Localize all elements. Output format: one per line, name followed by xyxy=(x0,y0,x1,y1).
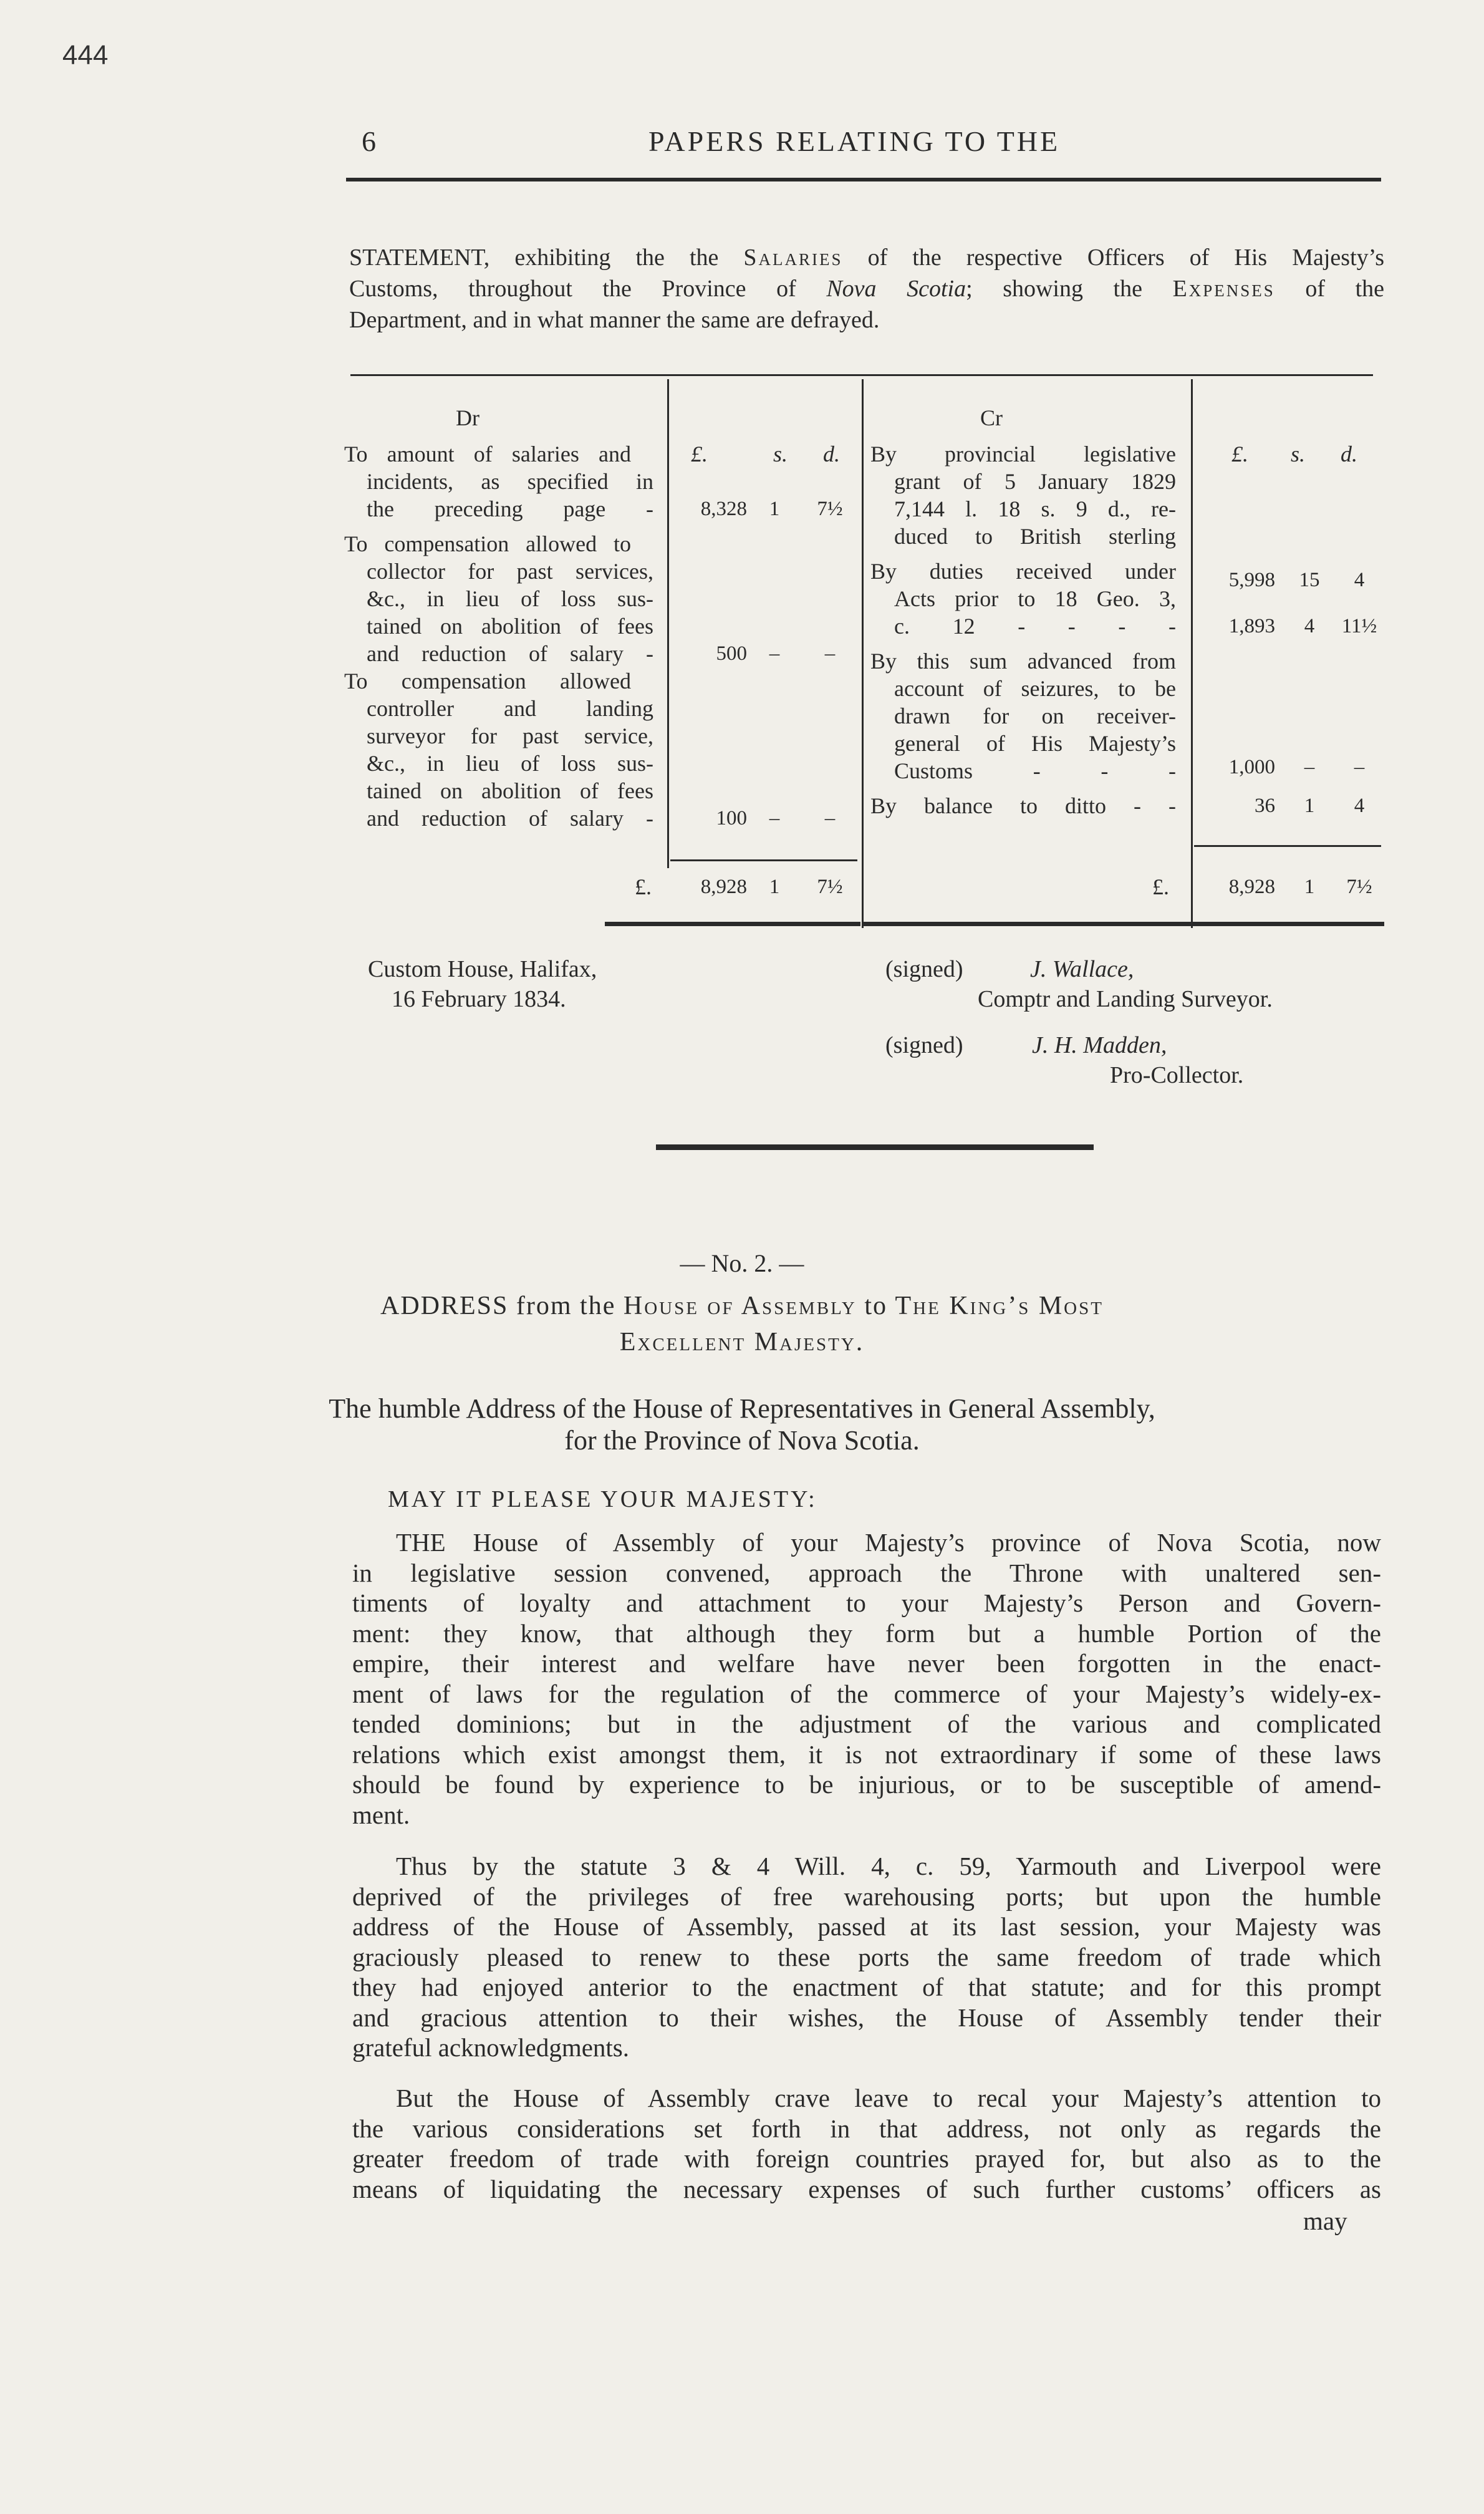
text-line: But the House of Assembly crave leave to recal your Majesty’s attention to xyxy=(396,2084,1381,2112)
place-line: Custom House, Halifax, xyxy=(368,956,597,982)
table-divider-debit-money xyxy=(667,379,669,868)
scan-page-number: 444 xyxy=(62,40,108,70)
address-title-line-2: Excellent Majesty. xyxy=(619,1328,865,1356)
text-line: the various considerations set forth in that address, not only as regards the xyxy=(352,2114,1381,2143)
credit-amount-pounds: 5,998 xyxy=(1228,569,1275,591)
text-line: tended dominions; but in the adjustment of the various and complicated xyxy=(352,1709,1381,1738)
text-line: relations which exist amongst them, it is not extraordinary if some of these laws xyxy=(352,1739,1381,1769)
debit-entry-line: the preceding page - xyxy=(367,496,653,521)
credit-total-pounds: 8,928 xyxy=(1228,876,1275,898)
credit-total-shillings: 1 xyxy=(1304,876,1315,898)
debit-col-head-pence: d. xyxy=(823,442,840,467)
credit-total-pence: 7½ xyxy=(1346,876,1372,898)
credit-entry-line: duced to British sterling xyxy=(894,524,1176,549)
credit-entry-line: c. 12 - - - - xyxy=(894,614,1176,639)
address-subtitle-line-2: for the Province of Nova Scotia. xyxy=(564,1425,920,1456)
credit-amount-shillings: 4 xyxy=(1304,615,1315,637)
credit-heading: Cr xyxy=(980,405,1003,430)
text-line: ment of laws for the regulation of the commerce of your Majesty’s widely-ex- xyxy=(352,1679,1381,1708)
credit-amount-shillings: 15 xyxy=(1299,569,1320,591)
debit-total-label: £. xyxy=(635,874,652,899)
credit-entry-line: grant of 5 January 1829 xyxy=(894,469,1176,494)
credit-amount-pounds: 36 xyxy=(1255,795,1275,817)
debit-entry-line: &c., in lieu of loss sus- xyxy=(367,751,653,776)
debit-entry-line: surveyor for past service, xyxy=(367,723,653,748)
signed-label-2: (signed) xyxy=(885,1032,963,1058)
address-subtitle-line-1: The humble Address of the House of Representatives in General Assembly, xyxy=(329,1393,1155,1424)
debit-entry-line: tained on abolition of fees xyxy=(367,614,653,639)
debit-amount-shillings: 1 xyxy=(769,498,780,520)
debit-col-head-pounds: £. xyxy=(691,442,708,467)
text-line: grateful acknowledgments. xyxy=(352,2033,630,2062)
debit-entry-line: collector for past services, xyxy=(367,559,653,584)
credit-amount-pence: 11½ xyxy=(1341,615,1377,637)
credit-amount-pence: – xyxy=(1354,756,1365,778)
catchword: may xyxy=(1303,2207,1347,2235)
paragraph-1 xyxy=(352,1527,1381,1830)
credit-bottom-rule xyxy=(864,922,1384,926)
credit-entry-line: By provincial legislative xyxy=(870,442,1176,467)
debit-amount-pounds: 100 xyxy=(716,807,747,829)
debit-amount-pounds: 500 xyxy=(716,642,747,665)
credit-amount-shillings: 1 xyxy=(1304,795,1315,817)
credit-entry-line: account of seizures, to be xyxy=(894,676,1176,701)
debit-total-rule xyxy=(670,859,857,861)
text-line: address of the House of Assembly, passed at its last session, your Majesty was xyxy=(352,1912,1381,1941)
paragraph-3 xyxy=(352,2083,1381,2204)
credit-total-rule xyxy=(1194,845,1381,847)
text-line: and gracious attention to their wishes, the House of Assembly tender their xyxy=(352,2003,1381,2032)
text-line: they had enjoyed anterior to the enactment of that statute; and for this prompt xyxy=(352,1973,1381,2001)
credit-amount-pence: 4 xyxy=(1354,795,1365,817)
credit-entry-line: drawn for on receiver- xyxy=(894,703,1176,728)
credit-entry-line: By balance to ditto - - xyxy=(870,793,1176,818)
signer-name-2: J. H. Madden, xyxy=(1032,1032,1167,1058)
expenses-term: Expenses xyxy=(1172,276,1275,302)
debit-entry-line: controller and landing xyxy=(367,696,653,721)
signer-title-2: Pro-Collector. xyxy=(1110,1062,1244,1088)
running-header xyxy=(349,125,1378,168)
debit-amount-pence: 7½ xyxy=(817,498,843,520)
credit-entry-line: By duties received under xyxy=(870,559,1176,584)
credit-total-label: £. xyxy=(1152,874,1169,899)
credit-col-head-pounds: £. xyxy=(1231,442,1248,467)
section-number: — No. 2. — xyxy=(680,1249,804,1277)
text-line: in legislative session convened, approach the Throne with unaltered sen- xyxy=(352,1558,1381,1587)
debit-heading: Dr xyxy=(456,405,479,430)
table-divider-center xyxy=(862,379,864,928)
text-line: Thus by the statute 3 & 4 Will. 4, c. 59, Yarmouth and Liverpool were xyxy=(396,1852,1381,1880)
credit-entry-line: general of His Majesty’s xyxy=(894,731,1176,756)
debit-amount-pence: – xyxy=(824,642,836,665)
statement-heading: STATEMENT, exhibiting the the Salaries of the respective Officers of His Majesty’s Customs, throughout the Province of Nova Scotia; showing the Expenses of the Department, and in what manner the same are defrayed. xyxy=(349,244,1385,333)
debit-entry-line: and reduction of salary - xyxy=(367,806,653,831)
credit-col-head-shillings: s. xyxy=(1291,442,1306,467)
credit-amount-pounds: 1,000 xyxy=(1228,756,1275,778)
credit-entry-line: Acts prior to 18 Geo. 3, xyxy=(894,586,1176,611)
header-rule xyxy=(346,178,1381,181)
header-page-number: 6 xyxy=(362,125,378,157)
debit-total-pounds: 8,928 xyxy=(700,876,747,898)
debit-entry-line: To compensation allowed xyxy=(344,669,631,694)
salaries-term: Salaries xyxy=(743,244,843,271)
text-line: graciously pleased to renew to these ports the same freedom of trade which xyxy=(352,1942,1381,1971)
debit-amount-shillings: – xyxy=(769,642,780,665)
credit-amount-pounds: 1,893 xyxy=(1228,615,1275,637)
address-title-line-1: ADDRESS from the House of Assembly to The King’s Most xyxy=(380,1292,1104,1320)
signer-title-1: Comptr and Landing Surveyor. xyxy=(978,986,1273,1012)
debit-entry-line: To amount of salaries and xyxy=(344,442,631,467)
debit-entry-line: incidents, as specified in xyxy=(367,469,653,494)
debit-col-head-shillings: s. xyxy=(773,442,788,467)
text-line: timents of loyalty and attachment to your Majesty’s Person and Govern- xyxy=(352,1588,1381,1617)
text-line: deprived of the privileges of free warehousing ports; but upon the humble xyxy=(352,1882,1381,1911)
debit-total-pence: 7½ xyxy=(817,876,843,898)
section-separator xyxy=(656,1144,1094,1150)
header-running-title: PAPERS RELATING TO THE xyxy=(648,125,1061,157)
debit-amount-shillings: – xyxy=(769,807,780,829)
debit-entry-line: tained on abolition of fees xyxy=(367,778,653,803)
text-line: means of liquidating the necessary expenses of such further customs’ officers as xyxy=(352,2174,1381,2203)
salutation: MAY IT PLEASE YOUR MAJESTY: xyxy=(388,1486,817,1512)
text-line: empire, their interest and welfare have never been forgotten in the enact- xyxy=(352,1649,1381,1678)
debit-total-shillings: 1 xyxy=(769,876,780,898)
signer-name-1: J. Wallace, xyxy=(1030,956,1134,982)
text-line: ment: they know, that although they form but a humble Portion of the xyxy=(352,1618,1381,1648)
table-divider-credit-money xyxy=(1191,379,1193,928)
paragraph-2 xyxy=(352,1851,1381,2063)
text-line: should be found by experience to be injurious, or to be susceptible of amend- xyxy=(352,1770,1381,1799)
nova-scotia-term: Nova Scotia xyxy=(826,276,966,302)
text-line: ment. xyxy=(352,1800,410,1829)
debit-amount-pounds: 8,328 xyxy=(700,498,747,520)
credit-col-head-pence: d. xyxy=(1341,442,1357,467)
credit-entry-line: Customs - - - xyxy=(894,758,1176,783)
credit-entry-line: 7,144 l. 18 s. 9 d., re- xyxy=(894,496,1176,521)
text-line: THE House of Assembly of your Majesty’s province of Nova Scotia, now xyxy=(396,1528,1381,1557)
date-line: 16 February 1834. xyxy=(392,986,566,1012)
credit-amount-shillings: – xyxy=(1304,756,1315,778)
text-line: greater freedom of trade with foreign countries prayed for, but also as to the xyxy=(352,2144,1381,2173)
credit-entry-line: By this sum advanced from xyxy=(870,649,1176,674)
credit-amount-pence: 4 xyxy=(1354,569,1365,591)
table-top-rule xyxy=(350,374,1373,376)
debit-amount-pence: – xyxy=(824,807,836,829)
debit-entry-line: To compensation allowed to xyxy=(344,531,631,556)
debit-bottom-rule xyxy=(605,922,860,926)
debit-entry-line: and reduction of salary - xyxy=(367,641,653,666)
signed-label-1: (signed) xyxy=(885,956,963,982)
debit-entry-line: &c., in lieu of loss sus- xyxy=(367,586,653,611)
